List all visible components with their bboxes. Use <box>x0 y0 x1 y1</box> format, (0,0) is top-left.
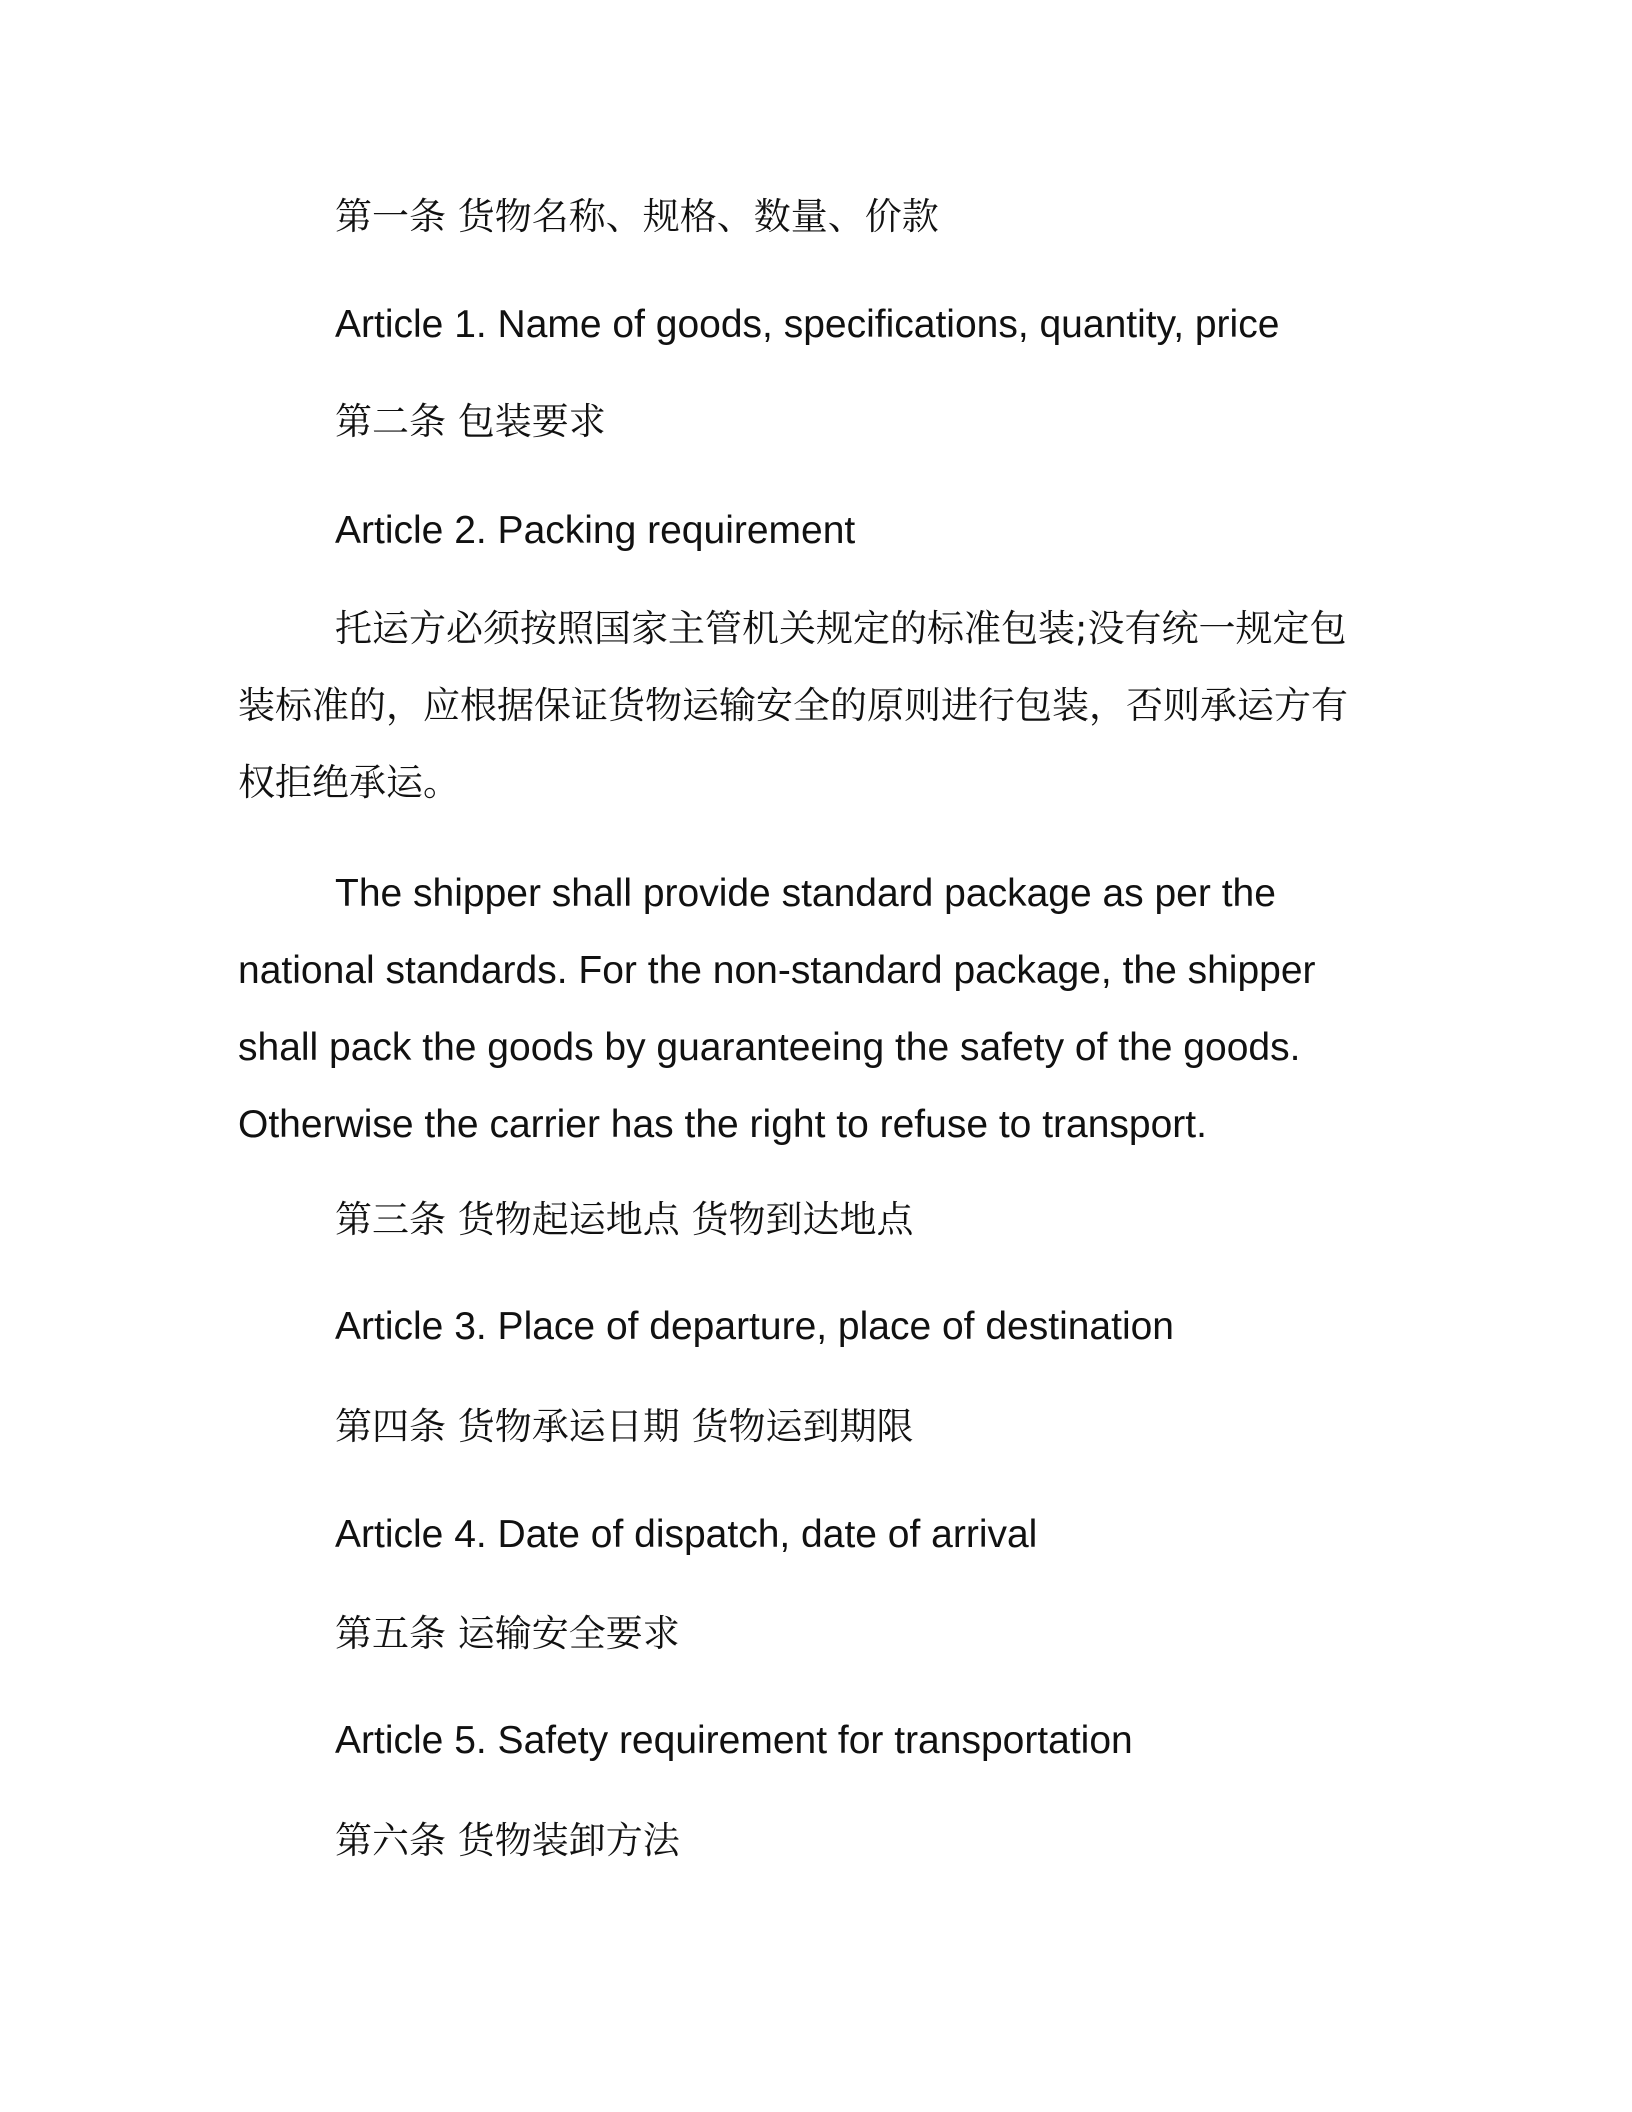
article1-heading-zh: 第一条 货物名称、规格、数量、价款 <box>335 195 939 238</box>
article3-heading-en: Article 3. Place of departure, place of destination <box>335 1305 1174 1348</box>
article2-body-zh <box>238 590 1366 821</box>
article5-heading-en: Article 5. Safety requirement for transportation <box>335 1719 1133 1762</box>
article1-heading-en: Article 1. Name of goods, specifications, quantity, price <box>335 303 1280 346</box>
article2-body-en-line: shall pack the goods by guaranteeing the safety of the goods. <box>238 1026 1301 1069</box>
article4-heading-zh: 第四条 货物承运日期 货物运到期限 <box>335 1405 914 1448</box>
article2-body-zh-line: 托运方必须按照国家主管机关规定的标准包装;没有统一规定包 <box>335 607 1347 650</box>
article3-heading-zh: 第三条 货物起运地点 货物到达地点 <box>335 1198 914 1241</box>
article2-body-en-line: The shipper shall provide standard package as per the <box>335 872 1276 915</box>
article2-heading-en: Article 2. Packing requirement <box>335 509 856 552</box>
article2-body-en-line: national standards. For the non-standard package, the shipper <box>238 949 1316 992</box>
article2-body-en <box>238 855 1366 1163</box>
article4-heading-en: Article 4. Date of dispatch, date of arrival <box>335 1513 1038 1556</box>
article5-heading-zh: 第五条 运输安全要求 <box>335 1612 680 1655</box>
article2-heading-zh: 第二条 包装要求 <box>335 400 606 443</box>
article2-body-zh-line: 权拒绝承运。 <box>238 761 460 804</box>
article2-body-en-line: Otherwise the carrier has the right to refuse to transport. <box>238 1103 1207 1146</box>
article2-body-zh-line: 装标准的，应根据保证货物运输安全的原则进行包装，否则承运方有 <box>238 684 1348 727</box>
article6-heading-zh: 第六条 货物装卸方法 <box>335 1819 680 1862</box>
